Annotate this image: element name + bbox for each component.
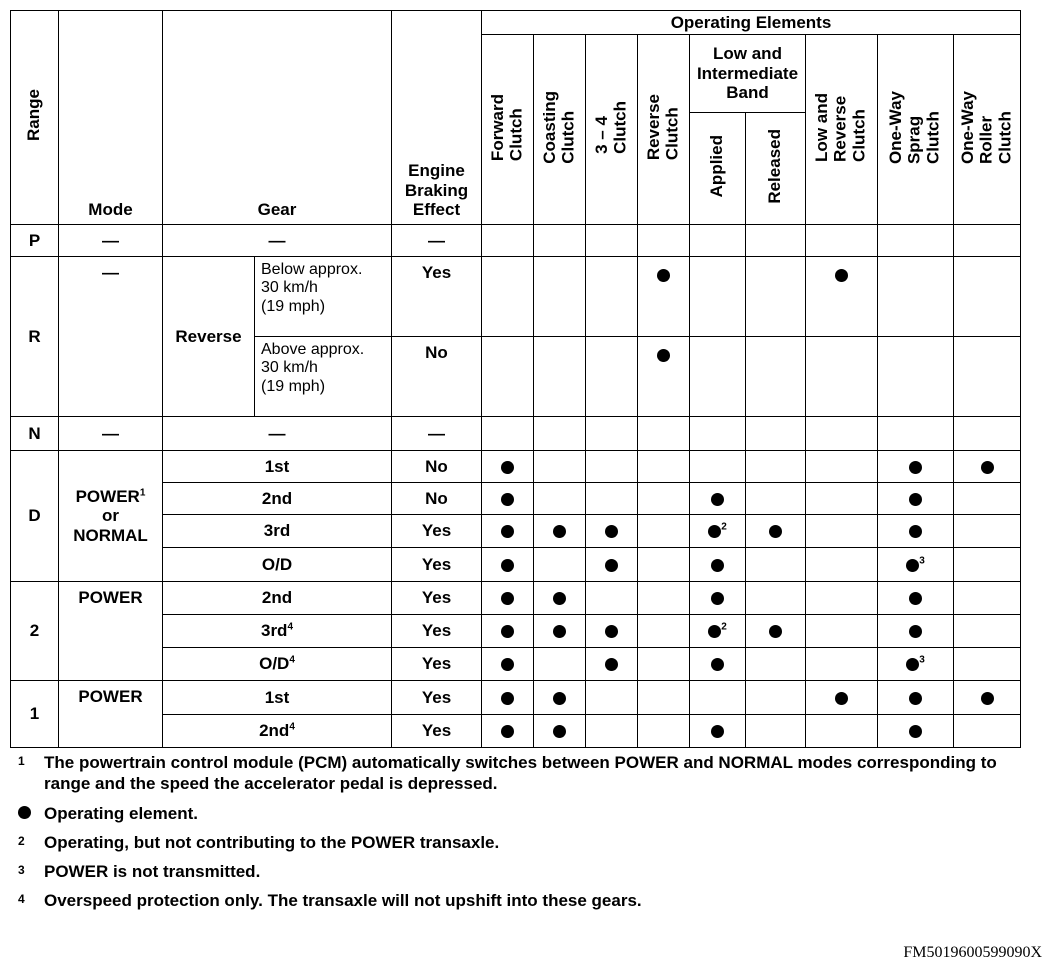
range-header: Range <box>11 11 59 225</box>
footnote-mark: 4 <box>18 892 25 907</box>
operating-dot <box>605 559 618 572</box>
operating-dot <box>501 658 514 671</box>
mode-header: Mode <box>59 11 163 225</box>
table-row <box>11 648 1021 681</box>
gear-header: Gear <box>163 11 392 225</box>
braking-cell: Yes <box>392 615 482 648</box>
operating-dot <box>553 692 566 705</box>
operating-dot <box>909 592 922 605</box>
operating-dot <box>501 625 514 638</box>
braking-cell: Yes <box>392 548 482 582</box>
operating-dot <box>909 625 922 638</box>
braking-cell: Yes <box>392 715 482 748</box>
footnote-text: Overspeed protection only. The transaxle will not upshift into these gears. <box>44 891 642 911</box>
operating-dot <box>553 725 566 738</box>
table-row <box>11 225 1021 257</box>
braking-cell: — <box>392 225 482 257</box>
applied-header: Applied <box>690 113 746 225</box>
gear-cell: $3rd^4$ <box>163 615 392 648</box>
forward-clutch-header: Forward Clutch <box>482 35 534 225</box>
mode-cell: — <box>59 257 163 417</box>
gear-cell: 2nd <box>163 582 392 615</box>
footnote <box>18 832 998 853</box>
operating-dot <box>711 658 724 671</box>
operating-dot-legend <box>18 806 31 819</box>
operating-dot <box>835 269 848 282</box>
operating-dot <box>501 461 514 474</box>
operating-dot <box>909 493 922 506</box>
gear-cell: O/D <box>163 548 392 582</box>
gear-cell: 1st <box>163 681 392 715</box>
footnote <box>18 861 998 882</box>
operating-elements-sheet <box>10 10 1021 748</box>
mode-cell: POWER <box>59 582 163 681</box>
table-row <box>11 483 1021 515</box>
braking-cell: Yes <box>392 681 482 715</box>
operating-dot <box>906 658 919 671</box>
speed-condition-cell: Below approx. 30 km/h (19 mph) <box>255 257 392 337</box>
braking-cell: Yes <box>392 582 482 615</box>
operating-elements-table <box>10 10 1021 748</box>
footnote-text: POWER is not transmitted. <box>44 862 261 881</box>
operating-dot <box>501 692 514 705</box>
operating-dot <box>501 725 514 738</box>
operating-dot <box>553 592 566 605</box>
braking-cell: Yes <box>392 648 482 681</box>
operating-dot <box>708 625 721 638</box>
operating-dot <box>708 525 721 538</box>
footnote-text: The powertrain control module (PCM) automatically switches between POWER and NORMAL modes corresponding to range and the speed the accelerator pedal is depressed. <box>44 753 997 794</box>
footnote-text: Operating, but not contributing to the POWER transaxle. <box>44 832 500 852</box>
operating-dot <box>711 725 724 738</box>
footnote <box>18 890 998 911</box>
footnote-mark: 3 <box>919 654 925 666</box>
operating-dot <box>835 692 848 705</box>
range-cell: D <box>11 451 59 582</box>
gear-cell: 2nd <box>163 483 392 515</box>
table-row <box>11 582 1021 615</box>
mode-cell: POWER$^1$ or NORMAL <box>59 451 163 582</box>
table-row <box>11 548 1021 582</box>
3-4-clutch-header: 3 – 4 Clutch <box>586 35 638 225</box>
operating-dot <box>553 525 566 538</box>
gear-cell: $2nd^4$ <box>163 715 392 748</box>
range-cell: 1 <box>11 681 59 748</box>
low-reverse-clutch-header: Low and Reverse Clutch <box>806 35 878 225</box>
table-row <box>11 715 1021 748</box>
braking-cell: No <box>392 337 482 417</box>
range-cell: R <box>11 257 59 417</box>
table-row <box>11 681 1021 715</box>
gear-cell: 1st <box>163 451 392 483</box>
table-row <box>11 451 1021 483</box>
mode-cell: POWER <box>59 681 163 748</box>
gear-cell: — <box>163 225 392 257</box>
operating-dot <box>981 461 994 474</box>
table-row <box>11 515 1021 548</box>
operating-dot <box>657 349 670 362</box>
footnote-mark: 3 <box>919 555 925 567</box>
mode-cell: — <box>59 417 163 451</box>
braking-cell: Yes <box>392 257 482 337</box>
operating-dot <box>605 525 618 538</box>
range-cell: 2 <box>11 582 59 681</box>
braking-cell: — <box>392 417 482 451</box>
gear-cell: Reverse <box>163 257 255 417</box>
operating-dot <box>501 592 514 605</box>
gear-cell: $O/D^4$ <box>163 648 392 681</box>
footnotes <box>18 752 998 920</box>
operating-dot <box>501 525 514 538</box>
braking-cell: No <box>392 451 482 483</box>
speed-condition-cell: Above approx. 30 km/h (19 mph) <box>255 337 392 417</box>
footnote <box>18 803 998 824</box>
operating-elements-header: Operating Elements <box>482 11 1021 35</box>
operating-dot <box>501 559 514 572</box>
operating-dot <box>906 559 919 572</box>
operating-dot <box>981 692 994 705</box>
engine-braking-header: Engine Braking Effect <box>392 11 482 225</box>
operating-dot <box>711 493 724 506</box>
low-intermediate-band-header: Low and Intermediate Band <box>690 35 806 113</box>
gear-cell: — <box>163 417 392 451</box>
operating-dot <box>769 625 782 638</box>
operating-dot <box>909 461 922 474</box>
operating-dot <box>553 625 566 638</box>
footnote-mark: 2 <box>18 833 25 848</box>
operating-dot <box>711 559 724 572</box>
gear-cell: 3rd <box>163 515 392 548</box>
footnote-mark: 2 <box>721 521 727 533</box>
table-row <box>11 257 1021 337</box>
operating-dot <box>909 692 922 705</box>
range-cell: P <box>11 225 59 257</box>
operating-dot <box>909 525 922 538</box>
table-row <box>11 615 1021 648</box>
table-row <box>11 417 1021 451</box>
figure-code: FM5019600599090X <box>903 944 1042 961</box>
coasting-clutch-header: Coasting Clutch <box>534 35 586 225</box>
reverse-clutch-header: Reverse Clutch <box>638 35 690 225</box>
operating-dot <box>605 625 618 638</box>
range-cell: N <box>11 417 59 451</box>
released-header: Released <box>746 113 806 225</box>
braking-cell: Yes <box>392 515 482 548</box>
footnote-mark: 3 <box>18 863 25 877</box>
operating-dot <box>909 725 922 738</box>
operating-dot <box>501 493 514 506</box>
footnote-mark: 2 <box>721 621 727 633</box>
braking-cell: No <box>392 483 482 515</box>
footnote-text: Operating element. <box>44 803 198 823</box>
operating-dot <box>711 592 724 605</box>
footnote-mark: 1 <box>18 754 25 768</box>
one-way-sprag-clutch-header: One-Way Sprag Clutch <box>878 35 954 225</box>
operating-dot <box>657 269 670 282</box>
footnote <box>18 752 998 795</box>
operating-dot <box>769 525 782 538</box>
one-way-roller-clutch-header: One-Way Roller Clutch <box>954 35 1021 225</box>
operating-dot <box>605 658 618 671</box>
mode-cell: — <box>59 225 163 257</box>
